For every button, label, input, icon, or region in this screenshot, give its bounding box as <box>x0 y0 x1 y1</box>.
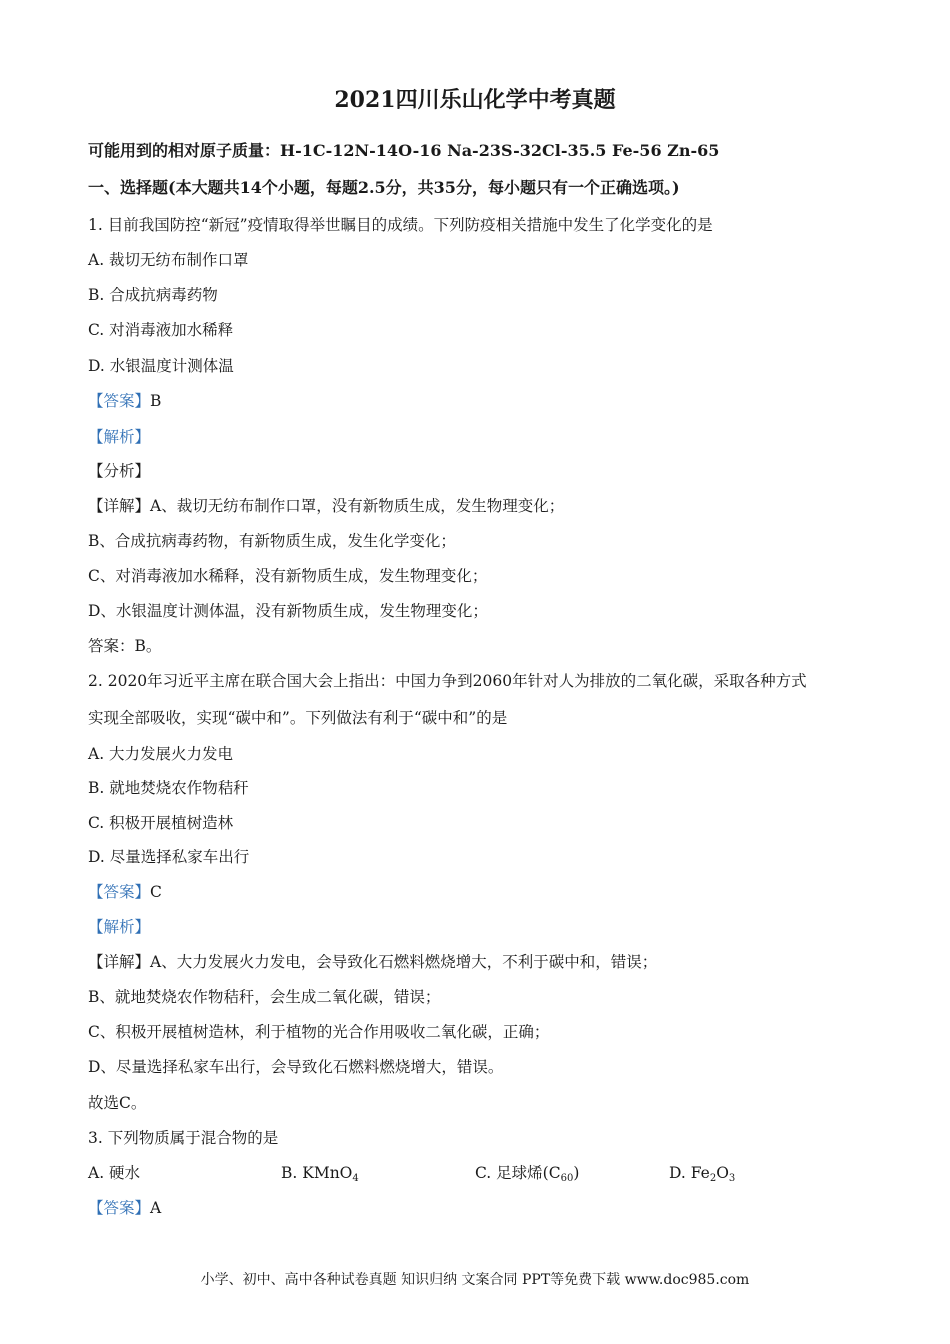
answer-tag: 【答案】 <box>88 1199 151 1217</box>
q1-conclusion: 答案：B。 <box>88 637 162 655</box>
q2-detail-d: D、尽量选择私家车出行，会导致化石燃料燃烧增大，错误。 <box>88 1058 504 1076</box>
detail-tag: 【详解】 <box>88 497 151 515</box>
q2-option-c: C. 积极开展植树造林 <box>88 814 234 832</box>
q3-option-b-subscript: 4 <box>352 1173 359 1184</box>
page-title: 2021四川乐山化学中考真题 <box>334 87 616 113</box>
q3-option-c-text: C. 足球烯(C <box>475 1164 561 1182</box>
answer-value: A <box>150 1199 162 1217</box>
q1-answer <box>88 391 161 411</box>
q1-detail-d: D、水银温度计测体温，没有新物质生成，发生物理变化； <box>88 602 488 620</box>
q1-option-a: A. 裁切无纺布制作口罩 <box>88 251 249 269</box>
answer-tag: 【答案】 <box>88 392 151 410</box>
q1-stem: 1. 目前我国防控“新冠”疫情取得举世瞩目的成绩。下列防疫相关措施中发生了化学变化的是 <box>88 216 713 234</box>
q2-option-b: B. 就地焚烧农作物秸秆 <box>88 779 249 797</box>
q1-option-d: D. 水银温度计测体温 <box>88 357 234 375</box>
answer-value: C <box>150 883 162 901</box>
q3-option-b-text: B. KMnO <box>281 1164 353 1182</box>
q3-option-d <box>669 1163 735 1189</box>
q2-option-d: D. 尽量选择私家车出行 <box>88 848 250 866</box>
q1-option-c: C. 对消毒液加水稀释 <box>88 321 234 339</box>
atomic-mass-note: 可能用到的相对原子质量：H-1C-12N-14O-16 Na-23S-32Cl-35.5 Fe-56 Zn-65 <box>88 141 720 160</box>
q3-option-c-subscript: 60 <box>560 1173 574 1184</box>
q1-detail-c: C、对消毒液加水稀释，没有新物质生成，发生物理变化； <box>88 567 488 585</box>
q2-conclusion: 故选C。 <box>88 1094 147 1112</box>
q2-stem-line1: 2. 2020年习近平主席在联合国大会上指出：中国力争到2060年针对人为排放的二氧化碳，采取各种方式 <box>88 672 807 690</box>
q1-detail-b: B、合成抗病毒药物，有新物质生成，发生化学变化； <box>88 532 456 550</box>
q2-stem-line2: 实现全部吸收，实现“碳中和”。下列做法有利于“碳中和”的是 <box>88 709 508 727</box>
detail-text: A、大力发展火力发电，会导致化石燃料燃烧增大，不利于碳中和，错误； <box>150 953 658 971</box>
q3-stem: 3. 下列物质属于混合物的是 <box>88 1129 279 1147</box>
q2-option-a: A. 大力发展火力发电 <box>88 745 234 763</box>
q3-option-d-subscript-2: 3 <box>728 1173 736 1184</box>
q1-option-b: B. 合成抗病毒药物 <box>88 286 218 304</box>
q2-detail-a <box>88 952 657 972</box>
q2-detail-c: C、积极开展植树造林，利于植物的光合作用吸收二氧化碳，正确； <box>88 1023 550 1041</box>
section-heading: 一、选择题(本大题共14个小题，每题2.5分，共35分，每小题只有一个正确选项。) <box>88 178 680 197</box>
q3-option-c-suffix: ) <box>573 1164 580 1182</box>
q2-detail-b: B、就地焚烧农作物秸秆，会生成二氧化碳，错误； <box>88 988 441 1006</box>
q1-fenxi-tag: 【分析】 <box>88 462 151 480</box>
answer-tag: 【答案】 <box>88 883 151 901</box>
q1-detail-a <box>88 496 564 516</box>
q3-option-a: A. 硬水 <box>88 1164 141 1182</box>
detail-text: A、裁切无纺布制作口罩，没有新物质生成，发生物理变化； <box>150 497 565 515</box>
q3-option-d-text: D. Fe <box>669 1164 710 1182</box>
q2-answer <box>88 882 162 902</box>
page-footer: 小学、初中、高中各种试卷真题 知识归纳 文案合同 PPT等免费下载 www.doc985.com <box>200 1272 750 1288</box>
q3-answer <box>88 1198 161 1218</box>
q3-option-b <box>281 1163 359 1189</box>
q3-option-d-mid: O <box>716 1164 729 1182</box>
q3-option-d-subscript-1: 2 <box>709 1173 717 1184</box>
q2-analysis-tag: 【解析】 <box>88 918 151 936</box>
detail-tag: 【详解】 <box>88 953 151 971</box>
answer-value: B <box>150 392 162 410</box>
q3-option-c <box>475 1163 579 1189</box>
q1-analysis-tag: 【解析】 <box>88 428 151 446</box>
